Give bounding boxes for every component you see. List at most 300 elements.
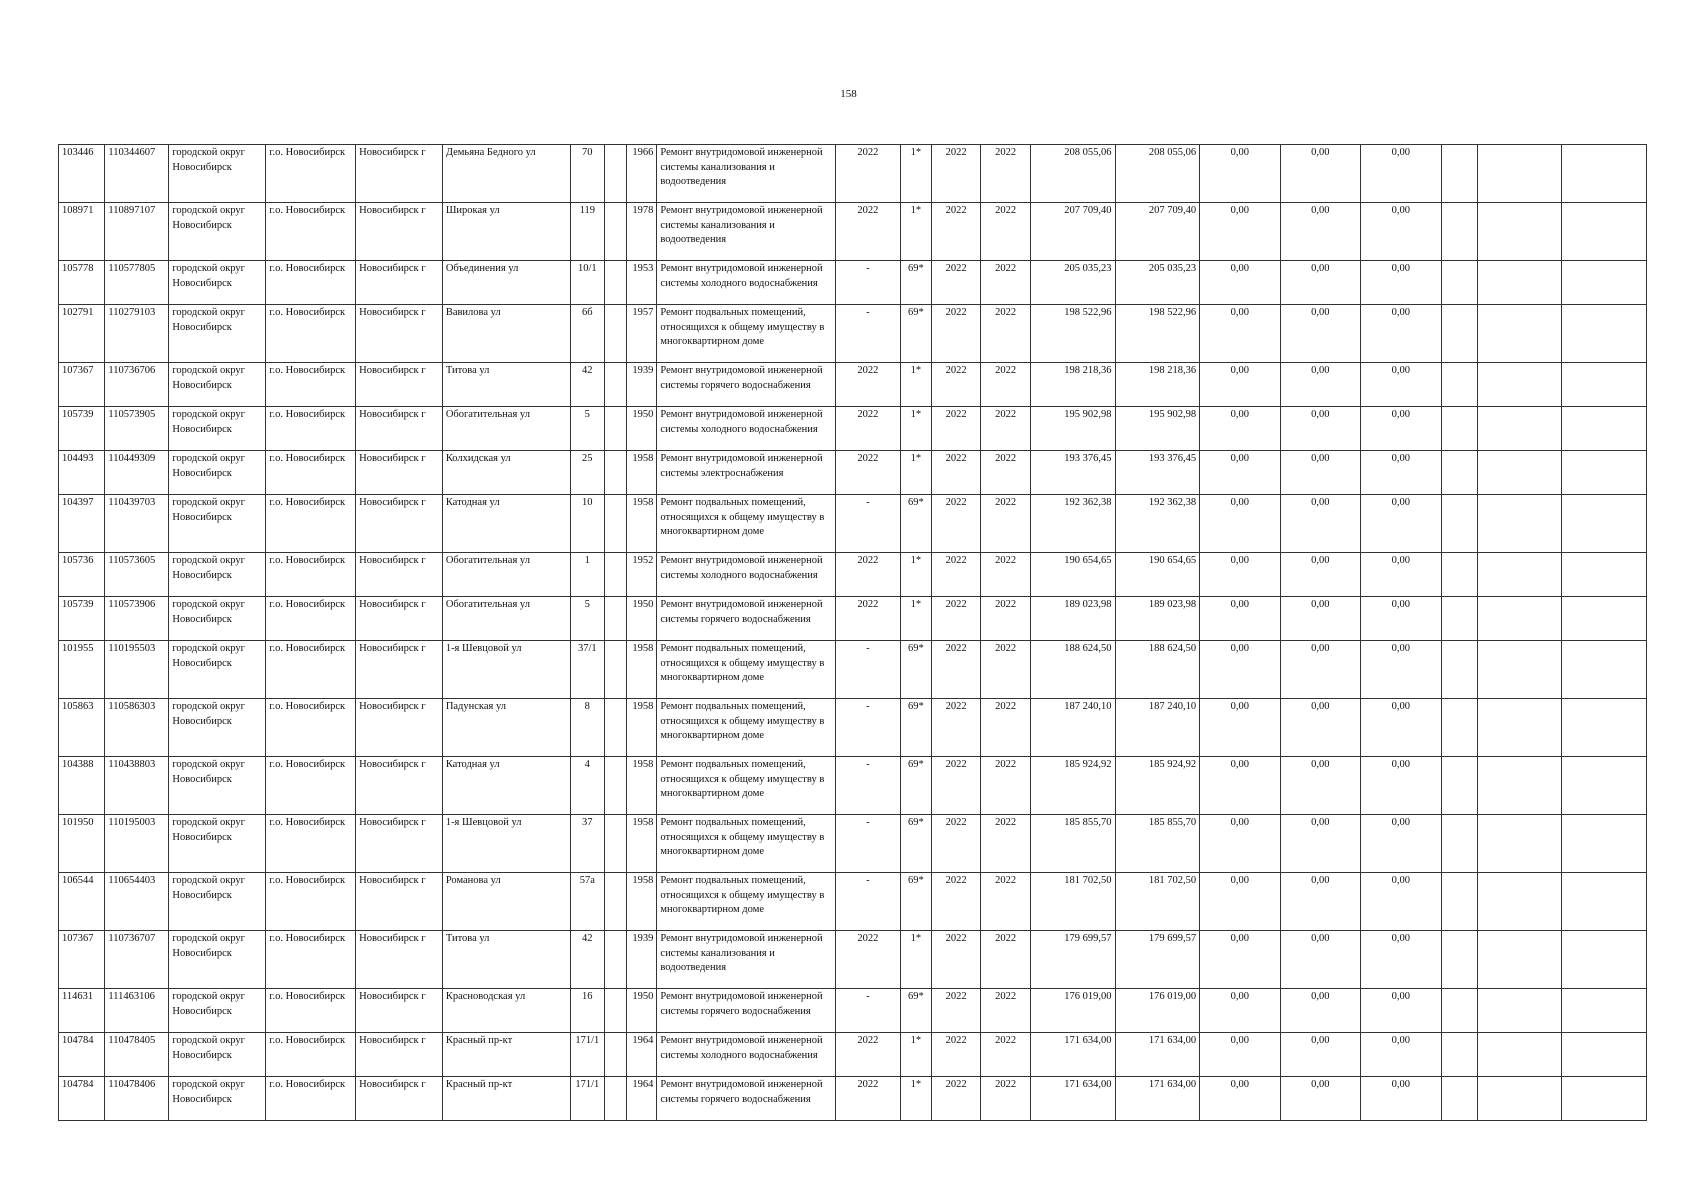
city-cell: Новосибирск г xyxy=(356,597,443,641)
end-year-cell: 2022 xyxy=(981,363,1031,407)
start-year-cell: 2022 xyxy=(931,495,981,553)
year-built-cell: 1950 xyxy=(627,407,657,451)
planned-year-cell: 2022 xyxy=(835,407,900,451)
budget-cell-1: 0,00 xyxy=(1200,931,1280,989)
year-built-cell: 1939 xyxy=(627,931,657,989)
code-cell: 1* xyxy=(900,407,931,451)
table-row xyxy=(59,145,1647,203)
table-row xyxy=(59,815,1647,873)
start-year-cell: 2022 xyxy=(931,931,981,989)
budget-cell-1: 0,00 xyxy=(1200,757,1280,815)
house-code: 110736707 xyxy=(105,931,169,989)
year-built-cell: 1966 xyxy=(627,145,657,203)
empty-cell xyxy=(1477,363,1562,407)
planned-year-cell: - xyxy=(835,261,900,305)
work-type-cell: Ремонт подвальных помещений, относящихся к общему имуществу в многоквартирном доме xyxy=(657,641,836,699)
row-id: 105739 xyxy=(59,597,105,641)
year-built-cell: 1978 xyxy=(627,203,657,261)
budget-cell-3: 0,00 xyxy=(1361,451,1441,495)
empty-cell xyxy=(1441,203,1477,261)
empty-cell xyxy=(1477,699,1562,757)
house-number-cell: 8 xyxy=(570,699,604,757)
budget-cell-2: 0,00 xyxy=(1280,931,1360,989)
empty-cell xyxy=(1562,931,1647,989)
street-cell: Красный пр-кт xyxy=(442,1033,570,1077)
year-built-cell: 1958 xyxy=(627,495,657,553)
end-year-cell: 2022 xyxy=(981,203,1031,261)
fund-cost-cell: 185 924,92 xyxy=(1115,757,1200,815)
fund-cost-cell: 205 035,23 xyxy=(1115,261,1200,305)
code-cell: 69* xyxy=(900,989,931,1033)
municipality-cell: г.о. Новосибирск xyxy=(266,363,356,407)
house-number-cell: 171/1 xyxy=(570,1033,604,1077)
end-year-cell: 2022 xyxy=(981,641,1031,699)
budget-cell-1: 0,00 xyxy=(1200,261,1280,305)
planned-year-cell: 2022 xyxy=(835,451,900,495)
empty-cell xyxy=(1562,1033,1647,1077)
street-cell: Объединения ул xyxy=(442,261,570,305)
district-cell: городской округ Новосибирск xyxy=(169,261,266,305)
fund-cost-cell: 171 634,00 xyxy=(1115,1033,1200,1077)
empty-cell xyxy=(604,553,627,597)
budget-cell-2: 0,00 xyxy=(1280,407,1360,451)
fund-cost-cell: 207 709,40 xyxy=(1115,203,1200,261)
row-id: 104388 xyxy=(59,757,105,815)
empty-cell xyxy=(1441,699,1477,757)
municipality-cell: г.о. Новосибирск xyxy=(266,641,356,699)
code-cell: 69* xyxy=(900,815,931,873)
fund-cost-cell: 185 855,70 xyxy=(1115,815,1200,873)
municipality-cell: г.о. Новосибирск xyxy=(266,931,356,989)
end-year-cell: 2022 xyxy=(981,1077,1031,1121)
planned-year-cell: 2022 xyxy=(835,203,900,261)
budget-cell-2: 0,00 xyxy=(1280,553,1360,597)
house-number-cell: 42 xyxy=(570,931,604,989)
city-cell: Новосибирск г xyxy=(356,407,443,451)
empty-cell xyxy=(1562,597,1647,641)
end-year-cell: 2022 xyxy=(981,451,1031,495)
empty-cell xyxy=(1441,407,1477,451)
municipality-cell: г.о. Новосибирск xyxy=(266,553,356,597)
fund-cost-cell: 188 624,50 xyxy=(1115,641,1200,699)
end-year-cell: 2022 xyxy=(981,873,1031,931)
budget-cell-1: 0,00 xyxy=(1200,305,1280,363)
budget-cell-2: 0,00 xyxy=(1280,815,1360,873)
house-number-cell: 6б xyxy=(570,305,604,363)
district-cell: городской округ Новосибирск xyxy=(169,757,266,815)
street-cell: Романова ул xyxy=(442,873,570,931)
work-type-cell: Ремонт внутридомовой инженерной системы горячего водоснабжения xyxy=(657,989,836,1033)
fund-cost-cell: 176 019,00 xyxy=(1115,989,1200,1033)
fund-cost-cell: 187 240,10 xyxy=(1115,699,1200,757)
municipality-cell: г.о. Новосибирск xyxy=(266,757,356,815)
municipality-cell: г.о. Новосибирск xyxy=(266,261,356,305)
empty-cell xyxy=(1441,495,1477,553)
house-number-cell: 5 xyxy=(570,407,604,451)
house-number-cell: 37 xyxy=(570,815,604,873)
work-type-cell: Ремонт внутридомовой инженерной системы холодного водоснабжения xyxy=(657,553,836,597)
table-row xyxy=(59,553,1647,597)
end-year-cell: 2022 xyxy=(981,757,1031,815)
row-id: 114631 xyxy=(59,989,105,1033)
district-cell: городской округ Новосибирск xyxy=(169,597,266,641)
budget-cell-3: 0,00 xyxy=(1361,1077,1441,1121)
table-row xyxy=(59,305,1647,363)
planned-year-cell: - xyxy=(835,815,900,873)
planned-year-cell: 2022 xyxy=(835,1033,900,1077)
total-cost-cell: 181 702,50 xyxy=(1030,873,1115,931)
empty-cell xyxy=(1562,203,1647,261)
empty-cell xyxy=(1441,757,1477,815)
empty-cell xyxy=(1441,145,1477,203)
year-built-cell: 1958 xyxy=(627,757,657,815)
empty-cell xyxy=(604,305,627,363)
empty-cell xyxy=(1477,873,1562,931)
year-built-cell: 1950 xyxy=(627,597,657,641)
street-cell: 1-я Шевцовой ул xyxy=(442,641,570,699)
row-id: 104784 xyxy=(59,1077,105,1121)
empty-cell xyxy=(604,597,627,641)
year-built-cell: 1958 xyxy=(627,815,657,873)
row-id: 105863 xyxy=(59,699,105,757)
municipality-cell: г.о. Новосибирск xyxy=(266,495,356,553)
empty-cell xyxy=(1441,931,1477,989)
empty-cell xyxy=(1477,305,1562,363)
start-year-cell: 2022 xyxy=(931,699,981,757)
year-built-cell: 1953 xyxy=(627,261,657,305)
budget-cell-1: 0,00 xyxy=(1200,203,1280,261)
empty-cell xyxy=(1441,451,1477,495)
budget-cell-2: 0,00 xyxy=(1280,1077,1360,1121)
house-code: 110195503 xyxy=(105,641,169,699)
start-year-cell: 2022 xyxy=(931,305,981,363)
empty-cell xyxy=(1477,145,1562,203)
end-year-cell: 2022 xyxy=(981,989,1031,1033)
street-cell: Титова ул xyxy=(442,363,570,407)
total-cost-cell: 185 855,70 xyxy=(1030,815,1115,873)
district-cell: городской округ Новосибирск xyxy=(169,451,266,495)
work-type-cell: Ремонт внутридомовой инженерной системы холодного водоснабжения xyxy=(657,407,836,451)
total-cost-cell: 193 376,45 xyxy=(1030,451,1115,495)
budget-cell-3: 0,00 xyxy=(1361,931,1441,989)
empty-cell xyxy=(604,757,627,815)
total-cost-cell: 176 019,00 xyxy=(1030,989,1115,1033)
table-row xyxy=(59,989,1647,1033)
house-number-cell: 4 xyxy=(570,757,604,815)
row-id: 105736 xyxy=(59,553,105,597)
table-row xyxy=(59,1077,1647,1121)
budget-cell-3: 0,00 xyxy=(1361,641,1441,699)
end-year-cell: 2022 xyxy=(981,597,1031,641)
empty-cell xyxy=(604,407,627,451)
row-id: 106544 xyxy=(59,873,105,931)
house-code: 110478406 xyxy=(105,1077,169,1121)
row-id: 104784 xyxy=(59,1033,105,1077)
district-cell: городской округ Новосибирск xyxy=(169,203,266,261)
table-row xyxy=(59,641,1647,699)
total-cost-cell: 185 924,92 xyxy=(1030,757,1115,815)
planned-year-cell: - xyxy=(835,699,900,757)
planned-year-cell: - xyxy=(835,757,900,815)
empty-cell xyxy=(1441,873,1477,931)
code-cell: 1* xyxy=(900,1033,931,1077)
house-code: 110449309 xyxy=(105,451,169,495)
row-id: 101955 xyxy=(59,641,105,699)
table-row xyxy=(59,931,1647,989)
city-cell: Новосибирск г xyxy=(356,699,443,757)
district-cell: городской округ Новосибирск xyxy=(169,931,266,989)
empty-cell xyxy=(1562,495,1647,553)
empty-cell xyxy=(1562,873,1647,931)
empty-cell xyxy=(1477,1033,1562,1077)
planned-year-cell: 2022 xyxy=(835,597,900,641)
budget-cell-2: 0,00 xyxy=(1280,641,1360,699)
budget-cell-2: 0,00 xyxy=(1280,989,1360,1033)
empty-cell xyxy=(1441,261,1477,305)
house-number-cell: 16 xyxy=(570,989,604,1033)
work-type-cell: Ремонт подвальных помещений, относящихся к общему имуществу в многоквартирном доме xyxy=(657,699,836,757)
empty-cell xyxy=(604,989,627,1033)
budget-cell-2: 0,00 xyxy=(1280,305,1360,363)
city-cell: Новосибирск г xyxy=(356,495,443,553)
planned-year-cell: - xyxy=(835,873,900,931)
code-cell: 69* xyxy=(900,757,931,815)
fund-cost-cell: 190 654,65 xyxy=(1115,553,1200,597)
table-row xyxy=(59,261,1647,305)
code-cell: 1* xyxy=(900,451,931,495)
page-number: 158 xyxy=(840,88,857,100)
house-code: 110195003 xyxy=(105,815,169,873)
budget-cell-1: 0,00 xyxy=(1200,699,1280,757)
empty-cell xyxy=(1477,815,1562,873)
row-id: 103446 xyxy=(59,145,105,203)
empty-cell xyxy=(1441,815,1477,873)
empty-cell xyxy=(1477,641,1562,699)
start-year-cell: 2022 xyxy=(931,363,981,407)
street-cell: 1-я Шевцовой ул xyxy=(442,815,570,873)
empty-cell xyxy=(1562,553,1647,597)
house-code: 111463106 xyxy=(105,989,169,1033)
fund-cost-cell: 181 702,50 xyxy=(1115,873,1200,931)
fund-cost-cell: 198 522,96 xyxy=(1115,305,1200,363)
empty-cell xyxy=(604,1077,627,1121)
district-cell: городской округ Новосибирск xyxy=(169,699,266,757)
empty-cell xyxy=(1562,407,1647,451)
start-year-cell: 2022 xyxy=(931,203,981,261)
budget-cell-1: 0,00 xyxy=(1200,597,1280,641)
empty-cell xyxy=(1441,305,1477,363)
empty-cell xyxy=(1562,699,1647,757)
empty-cell xyxy=(1477,261,1562,305)
city-cell: Новосибирск г xyxy=(356,305,443,363)
work-type-cell: Ремонт внутридомовой инженерной системы канализования и водоотведения xyxy=(657,203,836,261)
fund-cost-cell: 189 023,98 xyxy=(1115,597,1200,641)
table-row xyxy=(59,873,1647,931)
total-cost-cell: 188 624,50 xyxy=(1030,641,1115,699)
code-cell: 69* xyxy=(900,305,931,363)
district-cell: городской округ Новосибирск xyxy=(169,815,266,873)
budget-cell-2: 0,00 xyxy=(1280,757,1360,815)
house-number-cell: 5 xyxy=(570,597,604,641)
budget-cell-3: 0,00 xyxy=(1361,203,1441,261)
budget-cell-3: 0,00 xyxy=(1361,597,1441,641)
total-cost-cell: 195 902,98 xyxy=(1030,407,1115,451)
city-cell: Новосибирск г xyxy=(356,363,443,407)
budget-cell-3: 0,00 xyxy=(1361,363,1441,407)
table-row xyxy=(59,597,1647,641)
start-year-cell: 2022 xyxy=(931,553,981,597)
empty-cell xyxy=(604,145,627,203)
street-cell: Катодная ул xyxy=(442,757,570,815)
house-number-cell: 37/1 xyxy=(570,641,604,699)
budget-cell-1: 0,00 xyxy=(1200,1033,1280,1077)
year-built-cell: 1957 xyxy=(627,305,657,363)
budget-cell-1: 0,00 xyxy=(1200,989,1280,1033)
municipality-cell: г.о. Новосибирск xyxy=(266,1033,356,1077)
empty-cell xyxy=(1562,757,1647,815)
municipality-cell: г.о. Новосибирск xyxy=(266,145,356,203)
start-year-cell: 2022 xyxy=(931,815,981,873)
house-code: 110279103 xyxy=(105,305,169,363)
budget-cell-2: 0,00 xyxy=(1280,1033,1360,1077)
empty-cell xyxy=(604,203,627,261)
year-built-cell: 1958 xyxy=(627,699,657,757)
district-cell: городской округ Новосибирск xyxy=(169,1077,266,1121)
row-id: 107367 xyxy=(59,363,105,407)
table-row xyxy=(59,495,1647,553)
city-cell: Новосибирск г xyxy=(356,553,443,597)
house-code: 110573906 xyxy=(105,597,169,641)
row-id: 101950 xyxy=(59,815,105,873)
work-type-cell: Ремонт внутридомовой инженерной системы холодного водоснабжения xyxy=(657,1033,836,1077)
budget-cell-1: 0,00 xyxy=(1200,815,1280,873)
empty-cell xyxy=(604,495,627,553)
empty-cell xyxy=(1562,641,1647,699)
budget-cell-2: 0,00 xyxy=(1280,145,1360,203)
total-cost-cell: 189 023,98 xyxy=(1030,597,1115,641)
district-cell: городской округ Новосибирск xyxy=(169,641,266,699)
total-cost-cell: 198 522,96 xyxy=(1030,305,1115,363)
municipality-cell: г.о. Новосибирск xyxy=(266,873,356,931)
municipality-cell: г.о. Новосибирск xyxy=(266,451,356,495)
empty-cell xyxy=(1562,145,1647,203)
table-row xyxy=(59,203,1647,261)
work-type-cell: Ремонт подвальных помещений, относящихся к общему имуществу в многоквартирном доме xyxy=(657,873,836,931)
total-cost-cell: 192 362,38 xyxy=(1030,495,1115,553)
planned-year-cell: 2022 xyxy=(835,553,900,597)
street-cell: Катодная ул xyxy=(442,495,570,553)
empty-cell xyxy=(604,931,627,989)
total-cost-cell: 198 218,36 xyxy=(1030,363,1115,407)
street-cell: Обогатительная ул xyxy=(442,597,570,641)
empty-cell xyxy=(1477,1077,1562,1121)
house-code: 110736706 xyxy=(105,363,169,407)
empty-cell xyxy=(1562,305,1647,363)
empty-cell xyxy=(604,261,627,305)
budget-cell-2: 0,00 xyxy=(1280,203,1360,261)
house-code: 110573905 xyxy=(105,407,169,451)
street-cell: Обогатительная ул xyxy=(442,553,570,597)
house-code: 110344607 xyxy=(105,145,169,203)
budget-cell-2: 0,00 xyxy=(1280,699,1360,757)
start-year-cell: 2022 xyxy=(931,757,981,815)
work-type-cell: Ремонт подвальных помещений, относящихся к общему имуществу в многоквартирном доме xyxy=(657,495,836,553)
budget-cell-1: 0,00 xyxy=(1200,407,1280,451)
year-built-cell: 1939 xyxy=(627,363,657,407)
district-cell: городской округ Новосибирск xyxy=(169,873,266,931)
municipality-cell: г.о. Новосибирск xyxy=(266,815,356,873)
start-year-cell: 2022 xyxy=(931,1077,981,1121)
total-cost-cell: 205 035,23 xyxy=(1030,261,1115,305)
row-id: 105778 xyxy=(59,261,105,305)
budget-cell-3: 0,00 xyxy=(1361,815,1441,873)
district-cell: городской округ Новосибирск xyxy=(169,989,266,1033)
start-year-cell: 2022 xyxy=(931,145,981,203)
house-code: 110586303 xyxy=(105,699,169,757)
budget-cell-1: 0,00 xyxy=(1200,451,1280,495)
house-number-cell: 42 xyxy=(570,363,604,407)
budget-cell-3: 0,00 xyxy=(1361,145,1441,203)
total-cost-cell: 190 654,65 xyxy=(1030,553,1115,597)
fund-cost-cell: 193 376,45 xyxy=(1115,451,1200,495)
end-year-cell: 2022 xyxy=(981,699,1031,757)
code-cell: 69* xyxy=(900,699,931,757)
budget-cell-2: 0,00 xyxy=(1280,495,1360,553)
work-type-cell: Ремонт внутридомовой инженерной системы горячего водоснабжения xyxy=(657,1077,836,1121)
start-year-cell: 2022 xyxy=(931,261,981,305)
work-type-cell: Ремонт подвальных помещений, относящихся к общему имуществу в многоквартирном доме xyxy=(657,815,836,873)
capital-repair-table xyxy=(58,144,1647,1121)
start-year-cell: 2022 xyxy=(931,1033,981,1077)
row-id: 108971 xyxy=(59,203,105,261)
empty-cell xyxy=(1441,641,1477,699)
planned-year-cell: - xyxy=(835,305,900,363)
empty-cell xyxy=(1562,451,1647,495)
end-year-cell: 2022 xyxy=(981,261,1031,305)
total-cost-cell: 207 709,40 xyxy=(1030,203,1115,261)
fund-cost-cell: 208 055,06 xyxy=(1115,145,1200,203)
table-row xyxy=(59,699,1647,757)
budget-cell-1: 0,00 xyxy=(1200,495,1280,553)
year-built-cell: 1964 xyxy=(627,1077,657,1121)
empty-cell xyxy=(1477,553,1562,597)
start-year-cell: 2022 xyxy=(931,407,981,451)
budget-cell-3: 0,00 xyxy=(1361,261,1441,305)
planned-year-cell: - xyxy=(835,989,900,1033)
empty-cell xyxy=(1562,815,1647,873)
house-code: 110439703 xyxy=(105,495,169,553)
empty-cell xyxy=(1477,407,1562,451)
year-built-cell: 1958 xyxy=(627,641,657,699)
empty-cell xyxy=(1441,1077,1477,1121)
row-id: 104397 xyxy=(59,495,105,553)
house-number-cell: 10 xyxy=(570,495,604,553)
budget-cell-3: 0,00 xyxy=(1361,305,1441,363)
budget-cell-1: 0,00 xyxy=(1200,873,1280,931)
district-cell: городской округ Новосибирск xyxy=(169,145,266,203)
street-cell: Демьяна Бедного ул xyxy=(442,145,570,203)
budget-cell-3: 0,00 xyxy=(1361,699,1441,757)
municipality-cell: г.о. Новосибирск xyxy=(266,305,356,363)
house-code: 110654403 xyxy=(105,873,169,931)
table-body xyxy=(59,145,1647,1121)
work-type-cell: Ремонт внутридомовой инженерной системы горячего водоснабжения xyxy=(657,363,836,407)
budget-cell-3: 0,00 xyxy=(1361,407,1441,451)
work-type-cell: Ремонт подвальных помещений, относящихся к общему имуществу в многоквартирном доме xyxy=(657,757,836,815)
street-cell: Красноводская ул xyxy=(442,989,570,1033)
empty-cell xyxy=(1562,261,1647,305)
total-cost-cell: 208 055,06 xyxy=(1030,145,1115,203)
